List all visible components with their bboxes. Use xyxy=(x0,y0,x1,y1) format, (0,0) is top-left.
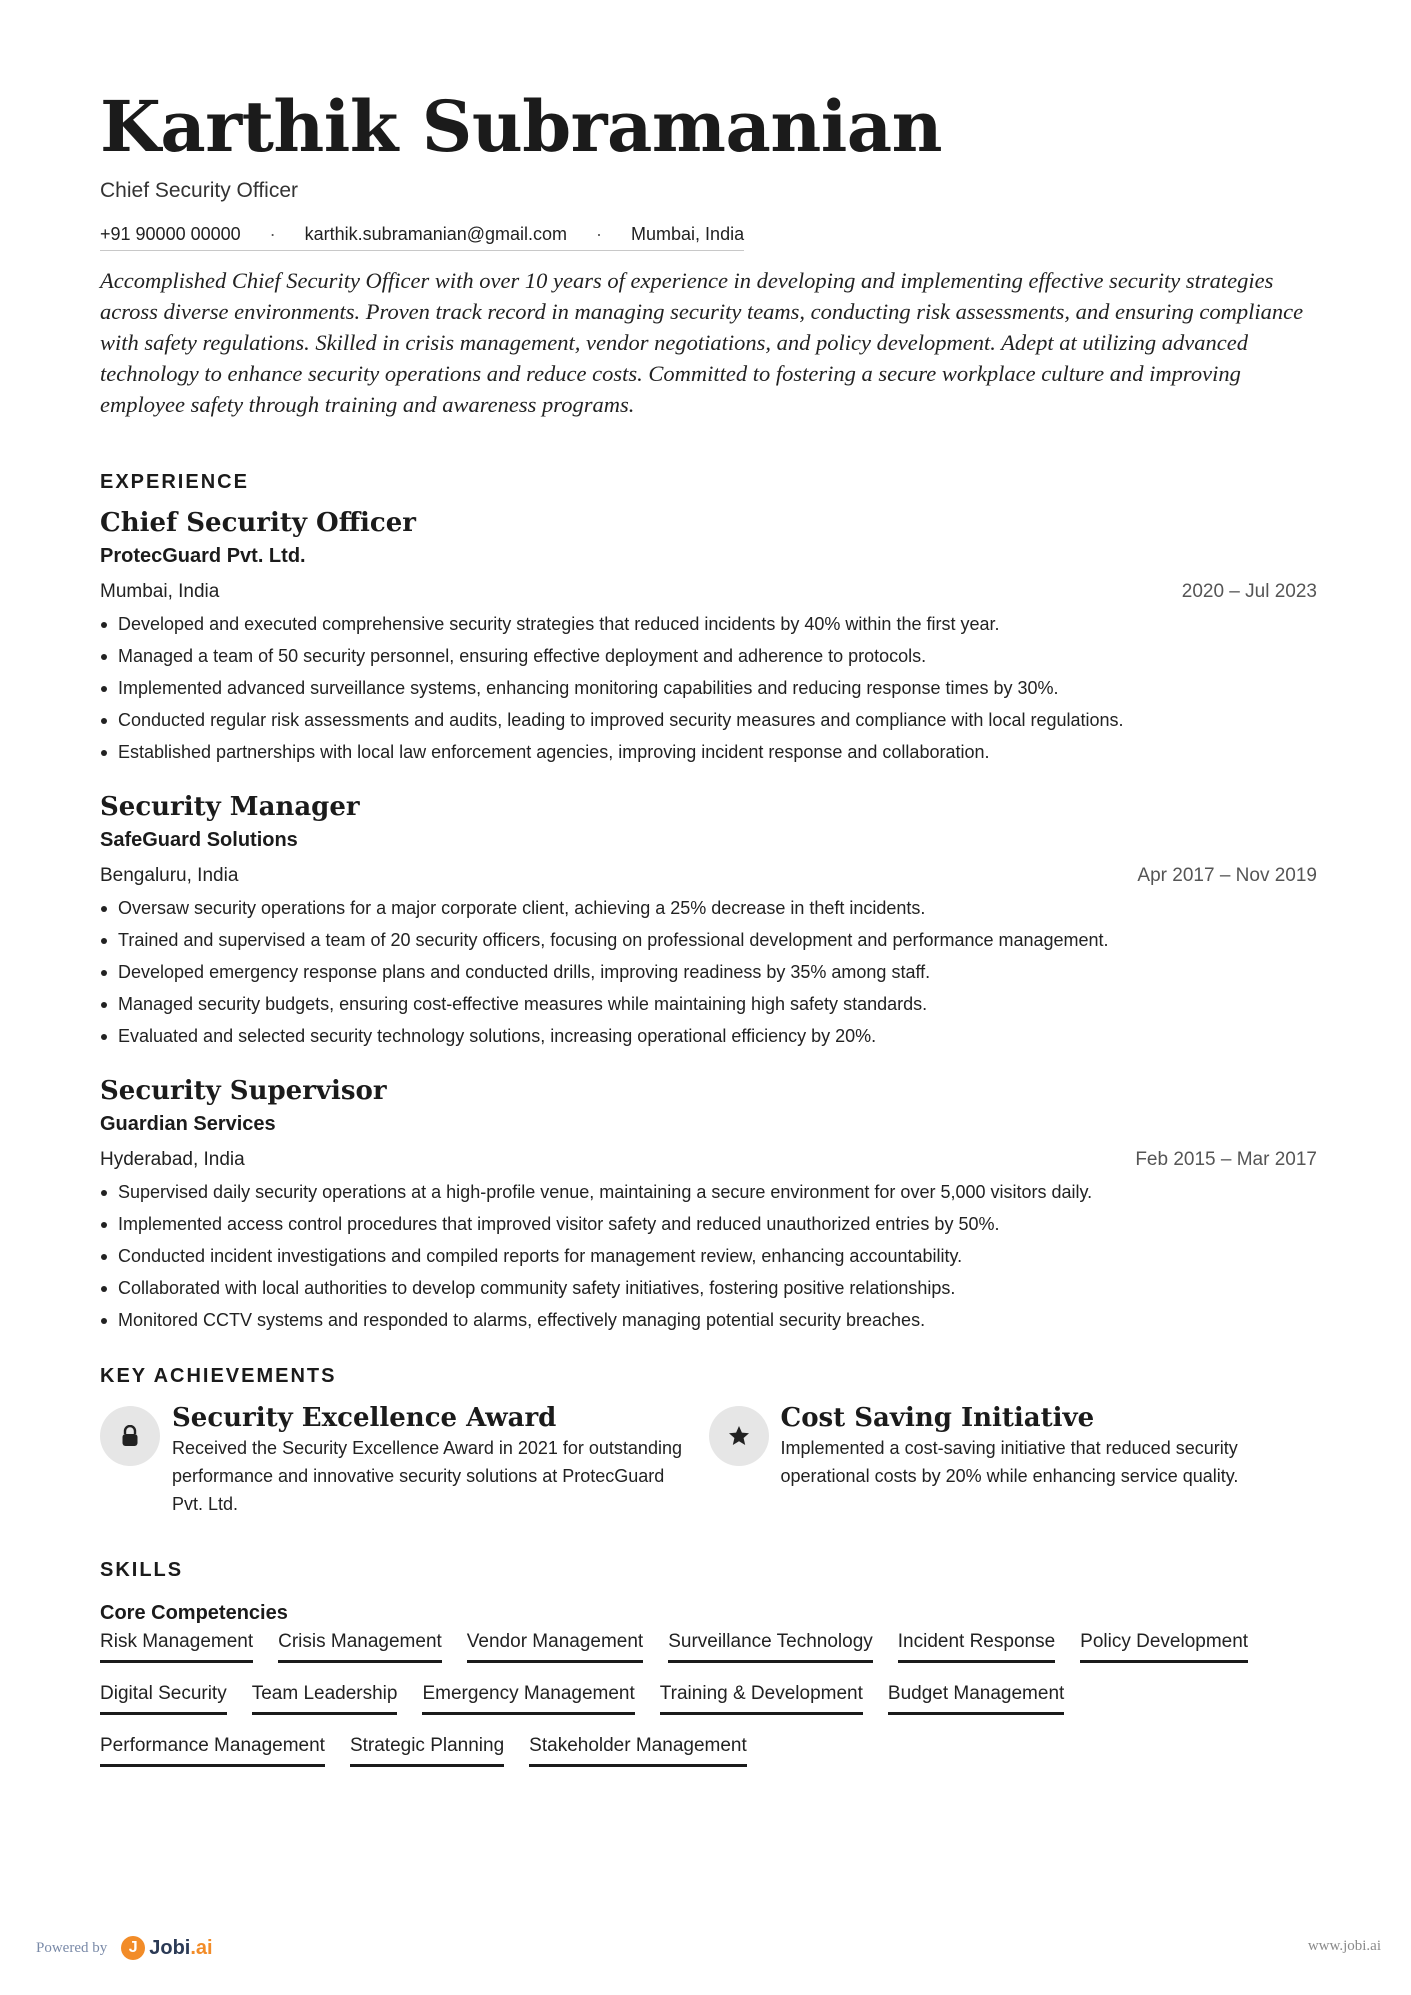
job-bullets xyxy=(100,1180,1317,1340)
skill-tag: Risk Management xyxy=(100,1630,253,1663)
achievement-description: Received the Security Excellence Award in 2021 for outstanding performance and innovative security solutions at ProtecGuard Pvt. Ltd. xyxy=(172,1438,682,1514)
candidate-name: Karthik Subramanian xyxy=(100,85,943,168)
experience-list xyxy=(100,506,1317,1340)
phone: +91 90000 00000 xyxy=(100,224,241,244)
job-dates: 2020 – Jul 2023 xyxy=(1181,581,1317,602)
separator: · xyxy=(596,224,603,244)
jobi-logo-text: Jobi.ai xyxy=(149,1936,213,1959)
skill-tag: Stakeholder Management xyxy=(529,1734,747,1767)
achievements-heading: KEY ACHIEVEMENTS xyxy=(100,1365,337,1387)
experience-heading: EXPERIENCE xyxy=(100,471,249,493)
skill-group-title: Core Competencies xyxy=(100,1602,288,1624)
skill-tag: Budget Management xyxy=(888,1682,1064,1715)
contact-bar xyxy=(100,222,744,251)
job-meta xyxy=(100,864,1317,888)
skill-tag: Digital Security xyxy=(100,1682,227,1715)
achievement-title: Cost Saving Initiative xyxy=(780,1403,1095,1433)
job-entry xyxy=(100,506,1317,772)
job-bullet: Developed and executed comprehensive security strategies that reduced incidents by 40% within the first year. xyxy=(100,612,1317,644)
job-dates: Apr 2017 – Nov 2019 xyxy=(1137,865,1317,886)
star-icon xyxy=(709,1406,769,1466)
job-bullet: Implemented access control procedures that improved visitor safety and reduced unauthorized entries by 50%. xyxy=(100,1212,1317,1244)
job-company: Guardian Services xyxy=(100,1113,276,1135)
skills-heading: SKILLS xyxy=(100,1559,184,1581)
job-entry xyxy=(100,1074,1317,1340)
skill-tag: Incident Response xyxy=(898,1630,1055,1663)
job-meta xyxy=(100,580,1317,604)
job-bullet: Supervised daily security operations at a high-profile venue, maintaining a secure environment for over 5,000 visitors daily. xyxy=(100,1180,1317,1212)
achievement-description: Implemented a cost-saving initiative that reduced security operational costs by 20% while enhancing service quality. xyxy=(780,1438,1239,1486)
job-company: SafeGuard Solutions xyxy=(100,829,298,851)
job-title: Chief Security Officer xyxy=(100,508,416,538)
job-title: Security Manager xyxy=(100,792,360,822)
job-bullets xyxy=(100,612,1317,772)
candidate-role: Chief Security Officer xyxy=(100,179,299,202)
skill-tag: Training & Development xyxy=(660,1682,863,1715)
skill-tag: Surveillance Technology xyxy=(668,1630,873,1663)
skill-tag: Emergency Management xyxy=(422,1682,634,1715)
job-dates: Feb 2015 – Mar 2017 xyxy=(1135,1149,1317,1170)
separator: · xyxy=(269,224,276,244)
location: Mumbai, India xyxy=(631,224,745,244)
website-link[interactable]: www.jobi.ai xyxy=(1307,1938,1381,1954)
skill-tag: Team Leadership xyxy=(252,1682,398,1715)
job-bullets xyxy=(100,896,1317,1056)
achievements-list xyxy=(100,1402,1317,1518)
job-location: Mumbai, India xyxy=(100,581,220,602)
jobi-logo[interactable] xyxy=(121,1936,212,1960)
achievement-title: Security Excellence Award xyxy=(172,1403,557,1433)
job-bullet: Implemented advanced surveillance systems, enhancing monitoring capabilities and reducing response times by 30%. xyxy=(100,676,1317,708)
job-bullet: Oversaw security operations for a major corporate client, achieving a 25% decrease in theft incidents. xyxy=(100,896,1317,928)
skill-tag: Vendor Management xyxy=(467,1630,643,1663)
job-bullet: Managed a team of 50 security personnel, ensuring effective deployment and adherence to protocols. xyxy=(100,644,1317,676)
job-meta xyxy=(100,1148,1317,1172)
achievement-item xyxy=(100,1402,709,1518)
skill-tag: Policy Development xyxy=(1080,1630,1248,1663)
skill-tag: Crisis Management xyxy=(278,1630,442,1663)
job-bullet: Collaborated with local authorities to develop community safety initiatives, fostering positive relationships. xyxy=(100,1276,1317,1308)
job-bullet: Monitored CCTV systems and responded to alarms, effectively managing potential security breaches. xyxy=(100,1308,1317,1340)
email[interactable]: karthik.subramanian@gmail.com xyxy=(304,224,568,244)
powered-by[interactable] xyxy=(36,1936,213,1960)
jobi-logo-icon: J xyxy=(121,1936,145,1960)
skill-tag: Strategic Planning xyxy=(350,1734,504,1767)
summary: Accomplished Chief Security Officer with over 10 years of experience in developing and implementing effective security strategies across diverse environments. Proven track record in managing security teams, conducting risk assessments, and ensuring compliance with safety regulations. Skilled in crisis management, vendor negotiations, and policy development. Adept at utilizing advanced technology to enhance security operations and reduce costs. Committed to fostering a secure workplace culture and improving employee safety through training and awareness programs. xyxy=(100,268,1304,417)
job-title: Security Supervisor xyxy=(100,1076,387,1106)
job-bullet: Trained and supervised a team of 20 security officers, focusing on professional development and performance management. xyxy=(100,928,1317,960)
job-bullet: Evaluated and selected security technology solutions, increasing operational efficiency by 20%. xyxy=(100,1024,1317,1056)
job-bullet: Managed security budgets, ensuring cost-effective measures while maintaining high safety standards. xyxy=(100,992,1317,1024)
skill-tags xyxy=(100,1630,1317,1786)
skill-tag: Performance Management xyxy=(100,1734,325,1767)
job-location: Hyderabad, India xyxy=(100,1149,245,1170)
job-bullet: Conducted regular risk assessments and audits, leading to improved security measures and compliance with local regulations. xyxy=(100,708,1317,740)
lock-icon xyxy=(100,1406,160,1466)
job-bullet: Developed emergency response plans and conducted drills, improving readiness by 35% among staff. xyxy=(100,960,1317,992)
job-bullet: Established partnerships with local law enforcement agencies, improving incident response and collaboration. xyxy=(100,740,1317,772)
job-location: Bengaluru, India xyxy=(100,865,239,886)
resume-page xyxy=(100,85,1317,1786)
job-entry xyxy=(100,790,1317,1056)
job-company: ProtecGuard Pvt. Ltd. xyxy=(100,545,306,567)
job-bullet: Conducted incident investigations and compiled reports for management review, enhancing accountability. xyxy=(100,1244,1317,1276)
achievement-item xyxy=(709,1402,1318,1518)
powered-by-label: Powered by xyxy=(36,1939,108,1956)
